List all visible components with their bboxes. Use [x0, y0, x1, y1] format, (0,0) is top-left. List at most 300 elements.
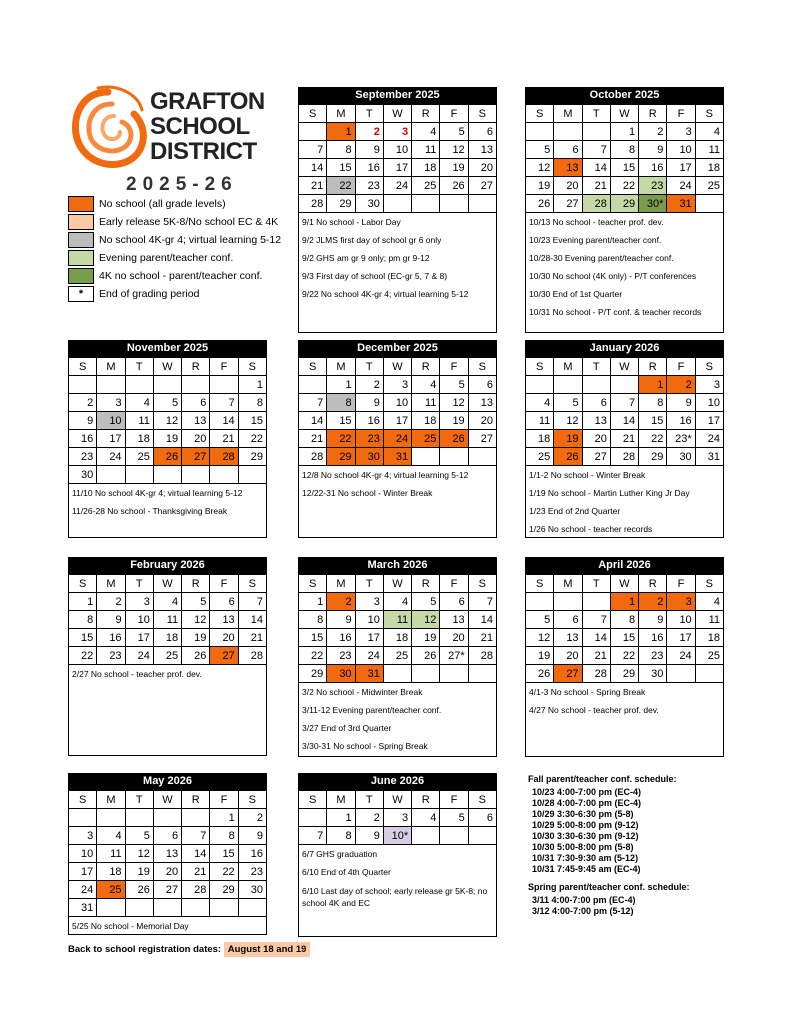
legend-swatch: [68, 268, 94, 284]
day-cell: 19: [412, 629, 440, 647]
day-cell: 2: [97, 593, 125, 611]
weekday-header: S: [299, 575, 327, 593]
month-note: 10/28-30 Evening parent/teacher conf.: [529, 253, 674, 263]
day-cell: 23: [327, 647, 355, 665]
month-note: 6/7 GHS graduation: [302, 849, 378, 859]
day-cell: 11: [153, 611, 181, 629]
day-cell: 22: [210, 863, 238, 881]
day-cell: 10: [383, 394, 411, 412]
day-cell: 22: [327, 177, 355, 195]
day-cell: 19: [526, 177, 554, 195]
day-cell: 18: [97, 863, 125, 881]
weekday-header: M: [97, 575, 125, 593]
day-cell: 5: [125, 827, 153, 845]
legend-swatch: [68, 196, 94, 212]
day-cell: 28: [238, 647, 266, 665]
day-cell: [97, 809, 125, 827]
day-cell: 19: [554, 430, 582, 448]
weekday-header: M: [554, 105, 582, 123]
day-cell: [153, 809, 181, 827]
weekday-header: M: [554, 358, 582, 376]
day-cell: 6: [468, 809, 496, 827]
day-cell: 2: [327, 593, 355, 611]
month-notes: [525, 213, 724, 333]
day-cell: 2: [69, 394, 97, 412]
month-note: 9/2 JLMS first day of school gr 6 only: [302, 235, 442, 245]
weekday-header: M: [327, 105, 355, 123]
day-cell: 27: [153, 881, 181, 899]
month-note: 4/27 No school - teacher prof. dev.: [529, 705, 659, 715]
day-cell: 20: [440, 629, 468, 647]
day-cell: 24: [125, 647, 153, 665]
day-cell: 30*: [639, 195, 667, 213]
day-cell: 27: [582, 448, 610, 466]
day-cell: [554, 376, 582, 394]
weekday-header: S: [468, 105, 496, 123]
day-cell: 17: [125, 629, 153, 647]
month-title: March 2026: [298, 557, 497, 574]
day-cell: [412, 195, 440, 213]
month-may: [68, 773, 267, 935]
day-cell: [238, 466, 266, 484]
day-cell: 13: [554, 159, 582, 177]
month-note: 9/1 No school - Labor Day: [302, 217, 401, 227]
day-cell: 30: [639, 665, 667, 683]
day-cell: 31: [355, 665, 383, 683]
weekday-header: W: [383, 105, 411, 123]
day-cell: 5: [182, 593, 210, 611]
month-notes: [68, 665, 267, 756]
day-cell: 10: [667, 141, 695, 159]
day-cell: 6: [554, 141, 582, 159]
day-cell: 28: [610, 448, 638, 466]
month-title: May 2026: [68, 773, 267, 790]
day-cell: 28: [582, 195, 610, 213]
month-title: September 2025: [298, 87, 497, 104]
weekday-header: T: [355, 105, 383, 123]
weekday-header: S: [695, 575, 723, 593]
day-cell: 31: [695, 448, 723, 466]
day-cell: 4: [97, 827, 125, 845]
day-cell: 25: [97, 881, 125, 899]
day-cell: [695, 665, 723, 683]
day-cell: 25: [526, 448, 554, 466]
month-table: [298, 790, 497, 845]
day-cell: 13: [468, 394, 496, 412]
day-cell: 23: [639, 177, 667, 195]
day-cell: 13: [440, 611, 468, 629]
month-title: November 2025: [68, 340, 267, 357]
day-cell: 4: [695, 593, 723, 611]
month-note: 3/27 End of 3rd Quarter: [302, 723, 392, 733]
day-cell: 21: [182, 863, 210, 881]
day-cell: 4: [125, 394, 153, 412]
weekday-header: R: [182, 358, 210, 376]
day-cell: [153, 376, 181, 394]
weekday-header: R: [639, 575, 667, 593]
day-cell: 29: [327, 195, 355, 213]
day-cell: [440, 195, 468, 213]
day-cell: 27: [554, 195, 582, 213]
day-cell: [412, 827, 440, 845]
conference-schedule: [528, 774, 690, 917]
day-cell: [582, 376, 610, 394]
month-notes: [68, 917, 267, 935]
legend-item: [68, 213, 281, 231]
day-cell: [125, 899, 153, 917]
day-cell: 16: [355, 159, 383, 177]
month-title: December 2025: [298, 340, 497, 357]
day-cell: 16: [667, 412, 695, 430]
day-cell: 20: [182, 430, 210, 448]
day-cell: 25: [412, 177, 440, 195]
day-cell: 24: [383, 177, 411, 195]
day-cell: 27: [554, 665, 582, 683]
day-cell: 5: [153, 394, 181, 412]
day-cell: 9: [238, 827, 266, 845]
day-cell: 8: [639, 394, 667, 412]
day-cell: 15: [238, 412, 266, 430]
month-notes: [525, 466, 724, 538]
day-cell: 11: [97, 845, 125, 863]
weekday-header: T: [582, 358, 610, 376]
day-cell: 14: [182, 845, 210, 863]
day-cell: [182, 376, 210, 394]
weekday-header: S: [468, 575, 496, 593]
day-cell: 4: [412, 123, 440, 141]
month-title: October 2025: [525, 87, 724, 104]
day-cell: 6: [582, 394, 610, 412]
day-cell: 12: [440, 141, 468, 159]
day-cell: 18: [125, 430, 153, 448]
day-cell: 10: [97, 412, 125, 430]
day-cell: 24: [667, 647, 695, 665]
day-cell: 3: [667, 123, 695, 141]
month-note: 3/30-31 No school - Spring Break: [302, 741, 428, 751]
day-cell: 10: [383, 141, 411, 159]
day-cell: 10: [355, 611, 383, 629]
day-cell: 18: [695, 629, 723, 647]
weekday-header: S: [695, 358, 723, 376]
day-cell: 25: [125, 448, 153, 466]
day-cell: 17: [383, 412, 411, 430]
day-cell: 26: [125, 881, 153, 899]
district-line3: DISTRICT: [150, 138, 257, 165]
month-table: [525, 357, 724, 466]
day-cell: 5: [440, 376, 468, 394]
day-cell: 7: [299, 827, 327, 845]
weekday-header: M: [554, 575, 582, 593]
day-cell: 12: [412, 611, 440, 629]
day-cell: 3: [383, 123, 411, 141]
day-cell: 14: [610, 412, 638, 430]
day-cell: 4: [412, 809, 440, 827]
day-cell: [210, 376, 238, 394]
district-line2: SCHOOL: [150, 113, 250, 140]
day-cell: 12: [125, 845, 153, 863]
weekday-header: T: [355, 791, 383, 809]
day-cell: 6: [468, 123, 496, 141]
day-cell: 21: [299, 177, 327, 195]
month-jun: [298, 773, 497, 937]
legend-item: [68, 285, 281, 303]
day-cell: 7: [582, 141, 610, 159]
weekday-header: T: [355, 575, 383, 593]
conf-slot: 10/31 7:30-9:30 am (5-12): [532, 853, 639, 863]
day-cell: 19: [526, 647, 554, 665]
day-cell: 16: [238, 845, 266, 863]
month-notes: [525, 683, 724, 757]
weekday-header: F: [210, 358, 238, 376]
weekday-header: R: [639, 105, 667, 123]
day-cell: 9: [355, 394, 383, 412]
day-cell: 11: [412, 141, 440, 159]
month-note: 9/3 First day of school (EC-gr 5, 7 & 8): [302, 271, 448, 281]
day-cell: [69, 809, 97, 827]
day-cell: 5: [412, 593, 440, 611]
month-note: 11/10 No school 4K-gr 4; virtual learning 5-12: [72, 488, 243, 498]
day-cell: 20: [554, 647, 582, 665]
day-cell: [153, 466, 181, 484]
day-cell: 3: [69, 827, 97, 845]
day-cell: 20: [468, 159, 496, 177]
month-table: [298, 574, 497, 683]
day-cell: 12: [526, 159, 554, 177]
day-cell: 6: [210, 593, 238, 611]
day-cell: 8: [69, 611, 97, 629]
day-cell: [182, 899, 210, 917]
month-notes: [298, 466, 497, 538]
day-cell: 1: [327, 123, 355, 141]
day-cell: [468, 827, 496, 845]
weekday-header: M: [327, 575, 355, 593]
day-cell: 1: [639, 376, 667, 394]
day-cell: 9: [69, 412, 97, 430]
day-cell: 16: [69, 430, 97, 448]
weekday-header: R: [182, 791, 210, 809]
legend-label: Evening parent/teacher conf.: [99, 252, 234, 264]
day-cell: 20: [582, 430, 610, 448]
weekday-header: M: [327, 791, 355, 809]
day-cell: 8: [327, 394, 355, 412]
weekday-header: S: [69, 575, 97, 593]
day-cell: 30: [667, 448, 695, 466]
month-note: 3/11-12 Evening parent/teacher conf.: [302, 705, 442, 715]
district-name: [150, 89, 265, 164]
day-cell: 17: [695, 412, 723, 430]
school-year: 2025-26: [126, 174, 238, 195]
day-cell: [125, 809, 153, 827]
legend-swatch: *: [68, 286, 94, 302]
day-cell: 1: [610, 593, 638, 611]
day-cell: 12: [554, 412, 582, 430]
day-cell: [440, 827, 468, 845]
day-cell: 26: [182, 647, 210, 665]
month-note: 1/1-2 No school - Winter Break: [529, 470, 646, 480]
month-notes: [298, 213, 497, 333]
day-cell: 5: [526, 141, 554, 159]
day-cell: 18: [695, 159, 723, 177]
day-cell: 13: [182, 412, 210, 430]
month-table: [68, 574, 267, 665]
day-cell: 10: [695, 394, 723, 412]
day-cell: 13: [153, 845, 181, 863]
day-cell: 15: [69, 629, 97, 647]
day-cell: 3: [97, 394, 125, 412]
day-cell: 28: [299, 448, 327, 466]
day-cell: 13: [210, 611, 238, 629]
legend: [68, 195, 281, 303]
day-cell: [582, 593, 610, 611]
day-cell: 17: [97, 430, 125, 448]
weekday-header: S: [299, 105, 327, 123]
day-cell: 22: [69, 647, 97, 665]
legend-swatch: [68, 250, 94, 266]
day-cell: 19: [440, 412, 468, 430]
day-cell: 3: [383, 376, 411, 394]
weekday-header: W: [610, 105, 638, 123]
day-cell: 24: [69, 881, 97, 899]
month-note: 10/31 No school - P/T conf. & teacher records: [529, 307, 702, 317]
day-cell: 9: [97, 611, 125, 629]
weekday-header: S: [526, 105, 554, 123]
day-cell: 6: [440, 593, 468, 611]
month-title: January 2026: [525, 340, 724, 357]
month-notes: [298, 845, 497, 937]
day-cell: 13: [582, 412, 610, 430]
day-cell: 29: [210, 881, 238, 899]
day-cell: 24: [97, 448, 125, 466]
day-cell: [210, 466, 238, 484]
month-jan: [525, 340, 724, 538]
day-cell: 9: [667, 394, 695, 412]
weekday-header: R: [412, 575, 440, 593]
day-cell: 14: [582, 159, 610, 177]
day-cell: [667, 665, 695, 683]
day-cell: 13: [554, 629, 582, 647]
district-line1: GRAFTON: [150, 88, 265, 115]
day-cell: [582, 123, 610, 141]
day-cell: 29: [610, 195, 638, 213]
day-cell: 4: [695, 123, 723, 141]
day-cell: 3: [383, 809, 411, 827]
day-cell: 22: [299, 647, 327, 665]
day-cell: 7: [468, 593, 496, 611]
legend-label: 4K no school - parent/teacher conf.: [99, 270, 263, 282]
day-cell: 25: [383, 647, 411, 665]
day-cell: 21: [582, 177, 610, 195]
weekday-header: W: [610, 358, 638, 376]
weekday-header: F: [440, 791, 468, 809]
day-cell: 15: [610, 629, 638, 647]
month-note: 3/2 No school - Midwinter Break: [302, 687, 423, 697]
month-note: 6/10 Last day of school; early release gr 5K-8; no school 4K and EC: [302, 886, 488, 908]
conf-slot: 3/11 4:00-7:00 pm (EC-4): [532, 895, 636, 905]
day-cell: 29: [299, 665, 327, 683]
month-note: 1/19 No school - Martin Luther King Jr Day: [529, 488, 690, 498]
month-table: [525, 104, 724, 213]
day-cell: 11: [383, 611, 411, 629]
day-cell: [412, 448, 440, 466]
day-cell: [412, 665, 440, 683]
day-cell: 20: [210, 629, 238, 647]
day-cell: 7: [582, 611, 610, 629]
month-feb: [68, 557, 267, 756]
month-note: 11/26-28 No school - Thanksgiving Break: [72, 506, 228, 516]
month-note: 2/27 No school - teacher prof. dev.: [72, 669, 202, 679]
day-cell: 30: [238, 881, 266, 899]
legend-label: No school 4K-gr 4; virtual learning 5-12: [99, 234, 282, 246]
day-cell: 8: [238, 394, 266, 412]
day-cell: [69, 376, 97, 394]
day-cell: 7: [610, 394, 638, 412]
day-cell: 23: [355, 430, 383, 448]
day-cell: 14: [582, 629, 610, 647]
month-title: June 2026: [298, 773, 497, 790]
day-cell: 24: [695, 430, 723, 448]
day-cell: 26: [526, 195, 554, 213]
day-cell: 4: [383, 593, 411, 611]
legend-item: [68, 231, 281, 249]
day-cell: 29: [610, 665, 638, 683]
legend-swatch: [68, 214, 94, 230]
day-cell: 14: [299, 412, 327, 430]
weekday-header: T: [125, 791, 153, 809]
day-cell: 26: [554, 448, 582, 466]
day-cell: 4: [153, 593, 181, 611]
day-cell: [695, 195, 723, 213]
day-cell: 19: [182, 629, 210, 647]
day-cell: 25: [153, 647, 181, 665]
weekday-header: S: [69, 791, 97, 809]
day-cell: 2: [639, 593, 667, 611]
day-cell: 24: [383, 430, 411, 448]
day-cell: 1: [327, 376, 355, 394]
day-cell: 7: [210, 394, 238, 412]
day-cell: 14: [299, 159, 327, 177]
weekday-header: M: [97, 791, 125, 809]
day-cell: 26: [153, 448, 181, 466]
day-cell: 14: [238, 611, 266, 629]
weekday-header: R: [412, 105, 440, 123]
weekday-header: R: [412, 791, 440, 809]
day-cell: 1: [210, 809, 238, 827]
day-cell: 10: [125, 611, 153, 629]
legend-item: [68, 249, 281, 267]
day-cell: [468, 665, 496, 683]
day-cell: 24: [355, 647, 383, 665]
conf-slot: 10/30 5:00-8:00 pm (5-8): [532, 842, 634, 852]
day-cell: 3: [667, 593, 695, 611]
month-note: 1/23 End of 2nd Quarter: [529, 506, 621, 516]
month-note: 1/26 No school - teacher records: [529, 524, 653, 534]
weekday-header: F: [667, 575, 695, 593]
day-cell: [182, 466, 210, 484]
day-cell: 17: [383, 159, 411, 177]
day-cell: 9: [639, 141, 667, 159]
day-cell: 6: [554, 611, 582, 629]
day-cell: 3: [125, 593, 153, 611]
day-cell: 8: [610, 611, 638, 629]
day-cell: [299, 123, 327, 141]
day-cell: 16: [355, 412, 383, 430]
day-cell: 1: [69, 593, 97, 611]
day-cell: 22: [639, 430, 667, 448]
day-cell: 10: [667, 611, 695, 629]
weekday-header: S: [238, 791, 266, 809]
day-cell: 10: [69, 845, 97, 863]
weekday-header: F: [440, 575, 468, 593]
